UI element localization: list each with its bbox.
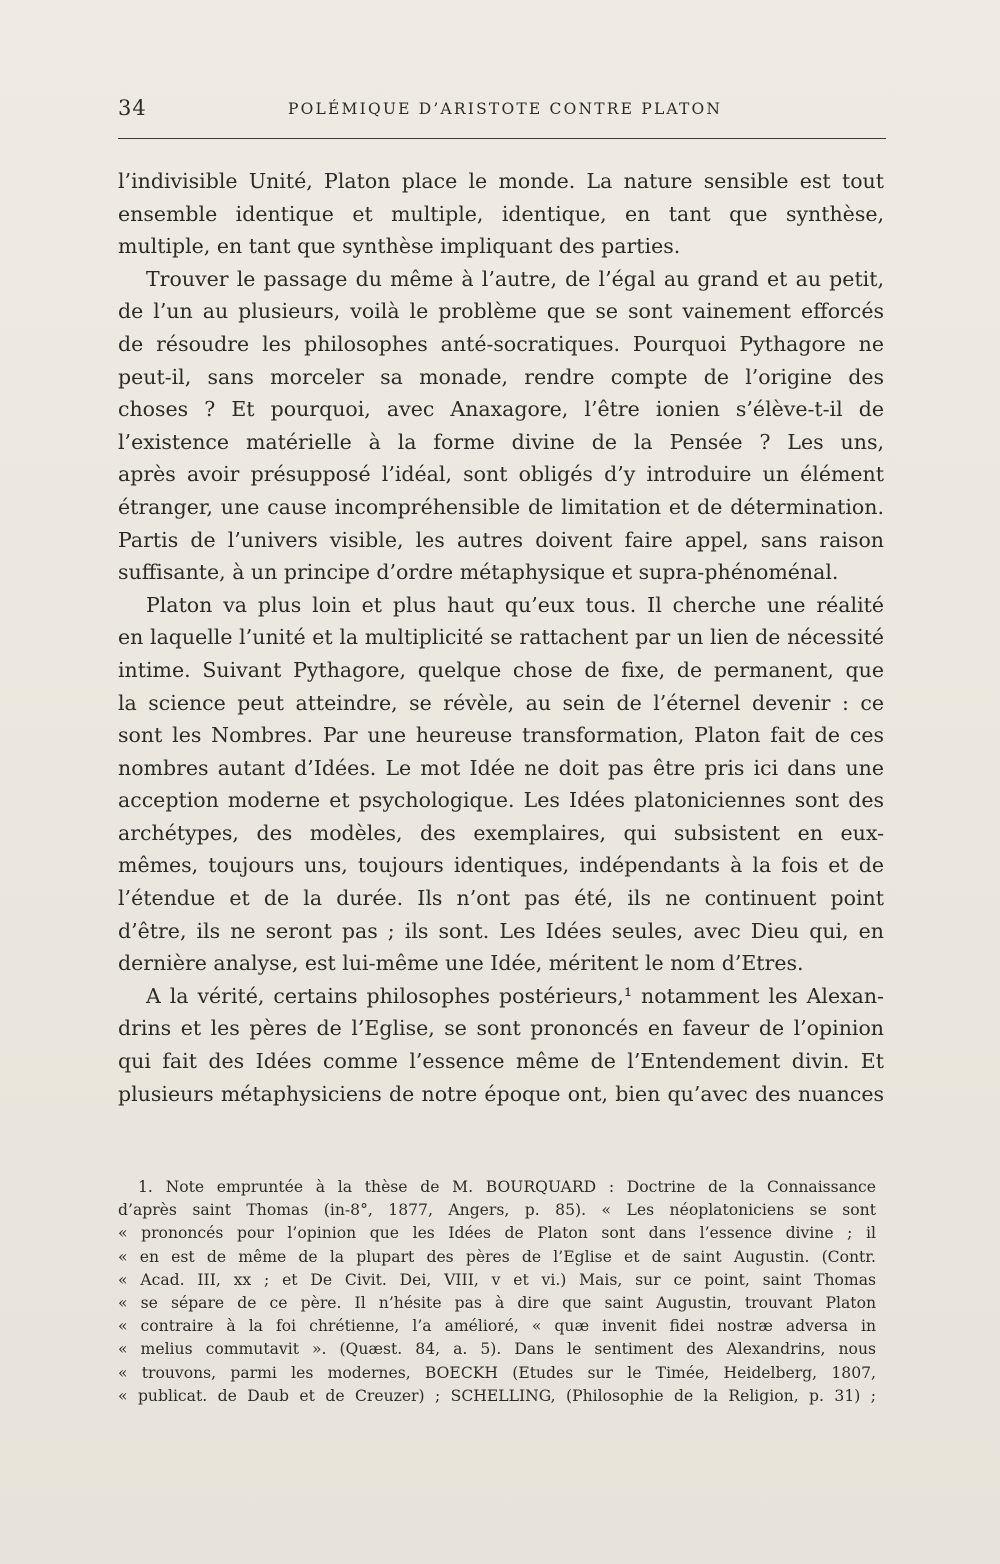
body-line: l’étendue et de la durée. Ils n’ont pas été, ils ne continuent point [118,886,884,911]
body-line: l’existence matérielle à la forme divine de la Pensée ? Les uns, [118,429,884,454]
body-line: Platon va plus loin et plus haut qu’eux tous. Il cherche une réalité [146,592,884,617]
body-line: l’indivisible Unité, Platon place le monde. La nature sensible est tout [118,169,884,193]
body-line: mêmes, toujours uns, toujours identiques, indépendants à la fois et de [118,853,884,878]
body-line: sont les Nombres. Par une heureuse transformation, Platon fait de ces [118,723,884,748]
footnote [118,1176,876,1408]
body-line: choses ? Et pourquoi, avec Anaxagore, l’être ionien s’élève-t-il de [118,397,884,422]
footnote-line: « contraire à la foi chrétienne, l’a amélioré, « quæ invenit fidei nostræ adversa in [118,1317,876,1336]
body-line: en laquelle l’unité et la multiplicité se rattachent par un lien de nécessité [118,625,884,650]
body-line: nombres autant d’Idées. Le mot Idée ne doit pas être pris ici dans une [118,755,884,780]
body-line: plusieurs métaphysiciens de notre époque ont, bien qu’avec des nuances [118,1081,884,1106]
page-number: 34 [118,96,147,120]
body-line: d’être, ils ne seront pas ; ils sont. Les Idées seules, avec Dieu qui, en [118,918,884,943]
body-line: après avoir présupposé l’idéal, sont obligés d’y introduire un élément [118,462,884,487]
body-line: étranger, une cause incompréhensible de limitation et de détermination. [118,494,884,519]
page-header [118,96,884,128]
body-line: de résoudre les philosophes anté-socratiques. Pourquoi Pythagore ne [118,331,884,356]
body-line: dernière analyse, est lui-même une Idée, méritent le nom d’Etres. [118,951,804,976]
body-line: Partis de l’univers visible, les autres doivent faire appel, sans raison [118,527,884,552]
footnote-line: « publicat. de Daub et de Creuzer) ; SCHELLING, (Philosophie de la Religion, p. 31) ; [118,1386,876,1405]
header-rule [118,138,886,139]
body-line: ensemble identique et multiple, identique, en tant que synthèse, [118,201,884,226]
footnote-line: d’après saint Thomas (in-8°, 1877, Angers, p. 85). « Les néoplatoniciens se sont [118,1201,876,1220]
footnote-line: « prononcés pour l’opinion que les Idées de Platon sont dans l’essence divine ; il [118,1224,876,1243]
body-line: archétypes, des modèles, des exemplaires, qui subsistent en eux- [118,820,884,845]
body-line: peut-il, sans morceler sa monade, rendre compte de l’origine des [118,364,884,389]
body-line: la science peut atteindre, se révèle, au sein de l’éternel devenir : ce [118,690,884,715]
footnote-line: « en est de même de la plupart des pères de l’Eglise et de saint Augustin. (Contr. [118,1247,876,1266]
footnote-line: « trouvons, parmi les modernes, BOECKH (Etudes sur le Timée, Heidelberg, 1807, [118,1363,876,1382]
body-line: acception moderne et psychologique. Les Idées platoniciennes sont des [118,788,884,813]
footnote-line: 1. Note empruntée à la thèse de M. BOURQUARD : Doctrine de la Connaissance [138,1178,876,1196]
body-line: suffisante, à un principe d’ordre métaphysique et supra-phénoménal. [118,560,839,585]
body-line: intime. Suivant Pythagore, quelque chose de fixe, de permanent, que [118,657,884,682]
body-text [118,165,884,1110]
body-line: Trouver le passage du même à l’autre, de l’égal au grand et au petit, [146,266,884,291]
body-line: qui fait des Idées comme l’essence même de l’Entendement divin. Et [118,1049,884,1074]
footnote-line: « Acad. III, xx ; et De Civit. Dei, VIII, v et vi.) Mais, sur ce point, saint Thomas [118,1270,876,1289]
footnote-line: « se sépare de ce père. Il n’hésite pas à dire que saint Augustin, trouvant Platon [118,1293,876,1312]
body-line: A la vérité, certains philosophes postérieurs,¹ notamment les Alexan- [146,983,884,1008]
footnote-line: « melius commutavit ». (Quæst. 84, a. 5). Dans le sentiment des Alexandrins, nous [118,1340,876,1359]
running-title: POLÉMIQUE D’ARISTOTE CONTRE PLATON [288,100,723,118]
body-line: multiple, en tant que synthèse impliquant des parties. [118,234,681,259]
body-line: drins et les pères de l’Eglise, se sont prononcés en faveur de l’opinion [118,1016,884,1041]
body-line: de l’un au plusieurs, voilà le problème que se sont vainement efforcés [118,299,884,324]
